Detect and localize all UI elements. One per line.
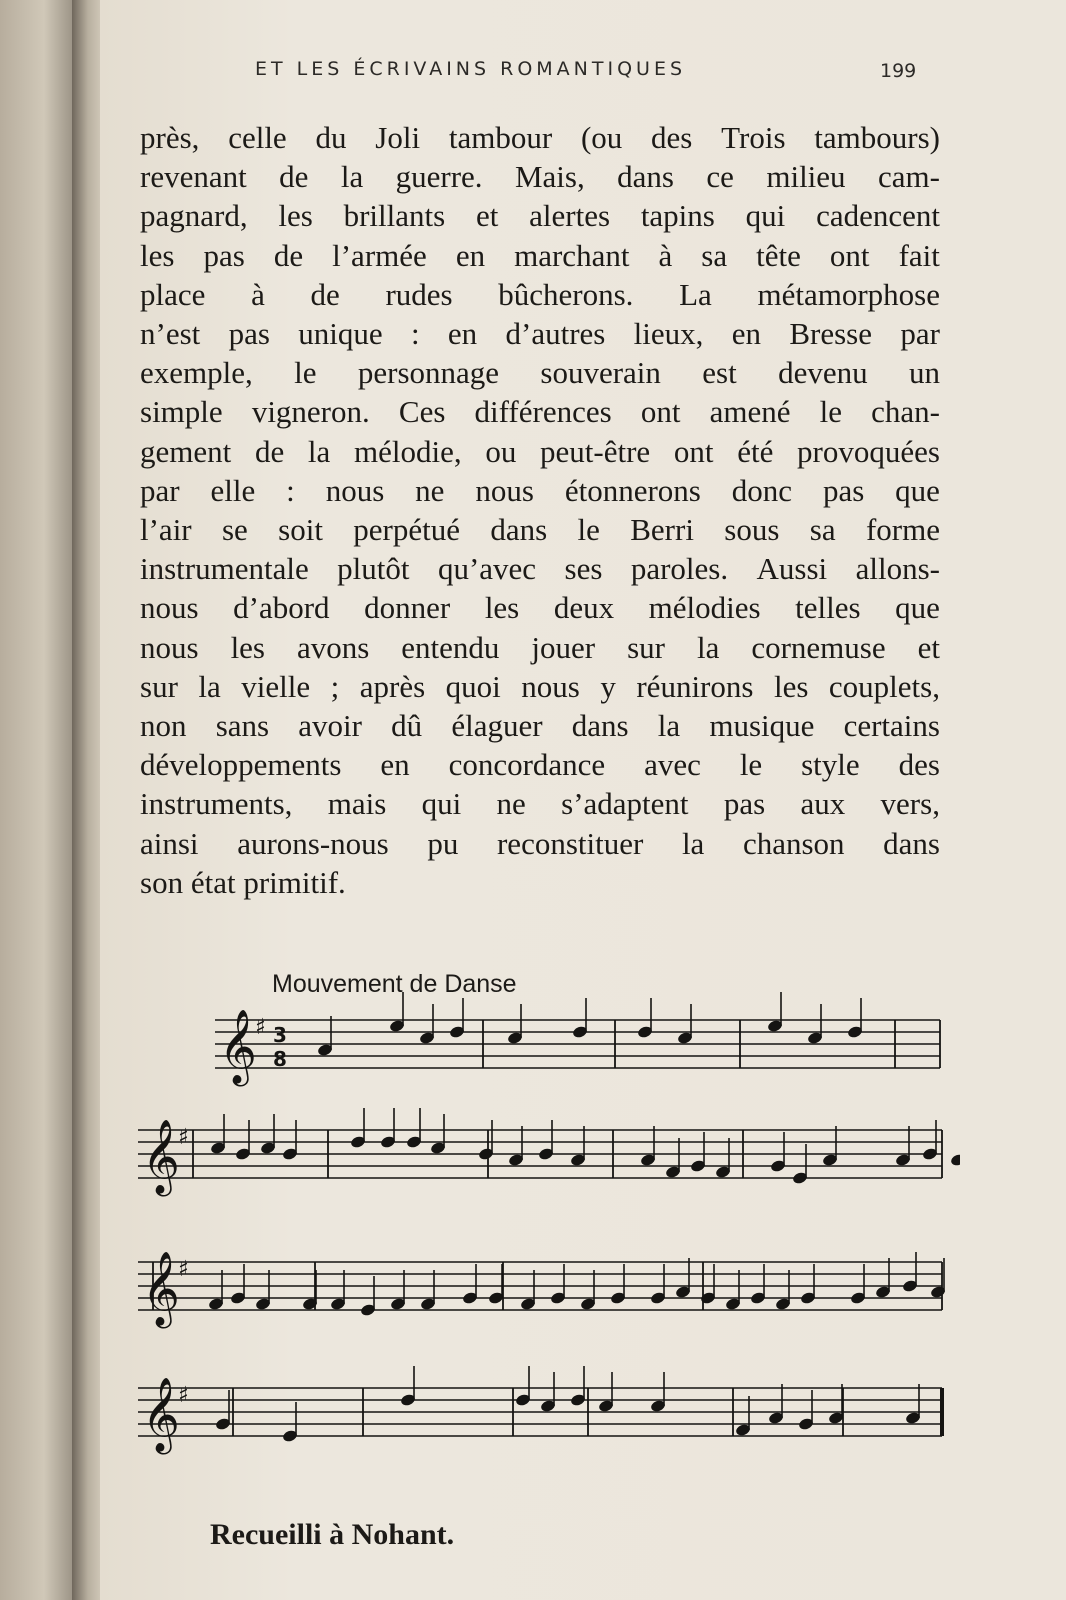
word: telles xyxy=(795,590,861,626)
word: rudes xyxy=(385,276,453,312)
word: devenu xyxy=(778,355,868,391)
word: ne xyxy=(496,786,526,822)
word: d’autres xyxy=(505,316,606,352)
word: nous xyxy=(521,668,580,704)
word: style xyxy=(801,747,860,783)
word: que xyxy=(895,590,940,626)
treble-clef: 𝄞 xyxy=(142,1252,180,1326)
word: mais xyxy=(327,786,387,822)
word: non xyxy=(140,708,187,744)
word: milieu xyxy=(766,159,846,195)
text-line xyxy=(140,118,940,157)
word: couplets, xyxy=(828,668,940,704)
word: tête xyxy=(756,237,801,273)
word: s’adaptent xyxy=(561,786,689,822)
word: : xyxy=(410,316,420,352)
word: élaguer xyxy=(451,708,543,744)
word: marchant xyxy=(514,237,630,273)
word: soit xyxy=(278,512,323,548)
word: l’air xyxy=(140,512,192,548)
word: entendu xyxy=(401,629,500,665)
text-line xyxy=(140,392,940,431)
word: du xyxy=(315,120,347,155)
word: avec xyxy=(644,747,701,783)
word: tapins xyxy=(640,198,715,234)
word: reconstituer xyxy=(496,825,644,861)
word: y xyxy=(600,668,616,704)
word: de xyxy=(273,237,304,273)
word: ce xyxy=(706,159,734,195)
word: plutôt xyxy=(337,551,410,587)
word: sans xyxy=(215,708,270,744)
word: ont xyxy=(673,433,714,469)
word: allons- xyxy=(855,551,940,587)
time-signature-top: 3 xyxy=(273,1023,287,1047)
word: mélodies xyxy=(648,590,761,626)
text-line xyxy=(140,196,940,235)
word: donner xyxy=(364,590,451,626)
word: été xyxy=(737,433,774,469)
text-line xyxy=(140,157,940,196)
word: de xyxy=(254,433,285,469)
word: sa xyxy=(701,237,728,273)
word: concordance xyxy=(448,747,606,783)
body-paragraph xyxy=(140,118,940,902)
word: sa xyxy=(809,512,836,548)
word: vielle xyxy=(241,668,311,704)
word: personnage xyxy=(357,355,500,391)
word: nous xyxy=(475,472,534,508)
text-line xyxy=(140,549,940,588)
word: guerre. xyxy=(395,159,483,195)
word: dans xyxy=(490,512,548,548)
word: sur xyxy=(140,668,178,704)
word: le xyxy=(739,747,763,783)
word: est xyxy=(702,355,737,391)
word: dans xyxy=(617,159,674,195)
word: dans xyxy=(883,825,940,861)
word: exemple, xyxy=(140,355,253,391)
word: par xyxy=(900,316,940,352)
word: Aussi xyxy=(756,551,828,587)
word: et xyxy=(475,198,499,234)
word: (ou xyxy=(580,120,623,155)
word: ses xyxy=(564,551,603,587)
text-line xyxy=(140,314,940,353)
word: le xyxy=(294,355,317,391)
word: différences xyxy=(474,394,612,430)
word: cam- xyxy=(877,159,940,195)
word: provoquées xyxy=(797,433,940,469)
word: que xyxy=(895,472,940,508)
word: métamorphose xyxy=(757,276,940,312)
word: d’abord xyxy=(233,590,330,626)
word: en xyxy=(731,316,762,352)
word: La xyxy=(679,276,712,312)
word: le xyxy=(819,394,842,430)
tempo-marking: Mouvement de Danse xyxy=(272,970,517,998)
word: quoi xyxy=(445,668,501,704)
word: fait xyxy=(898,237,940,273)
word: Ces xyxy=(398,394,446,430)
time-signature-bottom: 8 xyxy=(273,1047,287,1071)
word: réunirons xyxy=(636,668,754,704)
word: revenant xyxy=(140,159,247,195)
word: aux xyxy=(800,786,846,822)
word: cadencent xyxy=(816,198,940,234)
word: perpétué xyxy=(353,512,461,548)
text-line xyxy=(140,588,940,627)
source-credit: Recueilli à Nohant. xyxy=(210,1518,455,1551)
treble-clef: 𝄞 xyxy=(219,1010,257,1084)
word: brillants xyxy=(343,198,446,234)
music-score xyxy=(120,990,960,1490)
key-signature-sharp: ♯ xyxy=(178,1383,189,1408)
word: ainsi xyxy=(140,825,199,861)
page-number: 199 xyxy=(880,60,917,82)
word: tambours) xyxy=(814,120,940,155)
word: paroles. xyxy=(630,551,729,587)
word: après xyxy=(359,668,426,704)
word: sous xyxy=(724,512,780,548)
word: en xyxy=(455,237,486,273)
word: aurons-nous xyxy=(237,825,389,861)
word: celle xyxy=(228,120,287,155)
word: la xyxy=(340,159,364,195)
word: souverain xyxy=(540,355,661,391)
word: le xyxy=(577,512,600,548)
text-line xyxy=(140,706,940,745)
word: pu xyxy=(427,825,459,861)
word: amené xyxy=(709,394,791,430)
text-line xyxy=(140,784,940,823)
word: la xyxy=(657,708,681,744)
word: pas xyxy=(203,237,245,273)
word: primitif. xyxy=(243,864,346,900)
word: pas xyxy=(228,316,270,352)
word: simple xyxy=(140,394,223,430)
word: Joli xyxy=(375,120,421,155)
word: nous xyxy=(140,629,199,665)
word: la xyxy=(307,433,331,469)
word: ne xyxy=(415,472,445,508)
word: en xyxy=(380,747,410,783)
word: étonnerons xyxy=(564,472,701,508)
text-line xyxy=(140,275,940,314)
word: : xyxy=(286,472,295,508)
word: la xyxy=(198,668,221,704)
word: des xyxy=(651,120,693,155)
text-line xyxy=(140,471,940,510)
word: vigneron. xyxy=(251,394,370,430)
word: la xyxy=(696,629,720,665)
key-signature-sharp: ♯ xyxy=(178,1257,189,1282)
word: n’est xyxy=(140,316,201,352)
text-line xyxy=(140,745,940,784)
text-line xyxy=(140,667,940,706)
word: pas xyxy=(723,786,766,822)
word: la xyxy=(681,825,705,861)
left-page-edge xyxy=(0,0,80,1600)
word: avoir xyxy=(298,708,362,744)
word: de xyxy=(310,276,340,312)
text-line xyxy=(140,628,940,667)
word: elle xyxy=(210,472,256,508)
word: sur xyxy=(627,629,665,665)
word: près, xyxy=(140,120,200,155)
word: Mais, xyxy=(514,159,585,195)
word: peut-être xyxy=(540,433,651,469)
word: gement xyxy=(140,433,232,469)
word: tambour xyxy=(448,120,553,155)
word: état xyxy=(190,864,244,900)
word: par xyxy=(140,472,180,508)
word: des xyxy=(898,747,940,783)
word: qui xyxy=(745,198,786,234)
word: forme xyxy=(865,512,940,548)
word: en xyxy=(447,316,478,352)
text-line xyxy=(140,432,940,471)
word: Berri xyxy=(630,512,694,548)
word: pas xyxy=(822,472,865,508)
word: ; xyxy=(330,668,340,704)
text-line xyxy=(140,236,940,275)
word: Bresse xyxy=(789,316,872,352)
text-line xyxy=(140,824,940,863)
word: dû xyxy=(391,708,423,744)
word: ou xyxy=(485,433,517,469)
text-line xyxy=(140,863,940,902)
word: développements xyxy=(140,747,342,783)
word: donc xyxy=(731,472,793,508)
word: nous xyxy=(325,472,385,508)
word: ont xyxy=(829,237,870,273)
word: dans xyxy=(571,708,629,744)
word: deux xyxy=(553,590,615,626)
word: certains xyxy=(843,708,940,744)
word: mélodie, xyxy=(354,433,462,469)
word: bûcherons. xyxy=(498,276,634,312)
treble-clef: 𝄞 xyxy=(142,1120,180,1194)
running-head: ET LES ÉCRIVAINS ROMANTIQUES xyxy=(255,58,687,80)
word: son xyxy=(140,864,191,900)
word: les xyxy=(140,237,175,273)
word: alertes xyxy=(529,198,611,234)
word: l’armée xyxy=(332,237,427,273)
word: les xyxy=(278,198,313,234)
word: pagnard, xyxy=(140,198,248,234)
treble-clef: 𝄞 xyxy=(142,1378,180,1452)
key-signature-sharp: ♯ xyxy=(255,1015,266,1040)
word: instruments, xyxy=(140,786,293,822)
key-signature-sharp: ♯ xyxy=(178,1125,189,1150)
word: et xyxy=(917,629,940,665)
text-line xyxy=(140,353,940,392)
word: qui xyxy=(421,786,462,822)
word: jouer xyxy=(531,629,596,665)
word: ont xyxy=(640,394,681,430)
word: place xyxy=(140,276,206,312)
word: chanson xyxy=(742,825,845,861)
word: chan- xyxy=(871,394,940,430)
word: vers, xyxy=(880,786,940,822)
word: Trois xyxy=(721,120,786,155)
word: un xyxy=(908,355,940,391)
word: cornemuse xyxy=(751,629,886,665)
word: qu’avec xyxy=(437,551,537,587)
word: les xyxy=(773,668,809,704)
word: lieux, xyxy=(633,316,704,352)
word: unique xyxy=(298,316,383,352)
word: se xyxy=(221,512,248,548)
word: les xyxy=(230,629,265,665)
word: nous xyxy=(140,590,199,626)
note-head xyxy=(950,1153,960,1167)
word: de xyxy=(279,159,309,195)
word: musique xyxy=(709,708,815,744)
text-line xyxy=(140,510,940,549)
word: à xyxy=(251,276,265,312)
word: à xyxy=(658,237,673,273)
word: avons xyxy=(296,629,370,665)
word: les xyxy=(484,590,520,626)
word: instrumentale xyxy=(140,551,309,587)
